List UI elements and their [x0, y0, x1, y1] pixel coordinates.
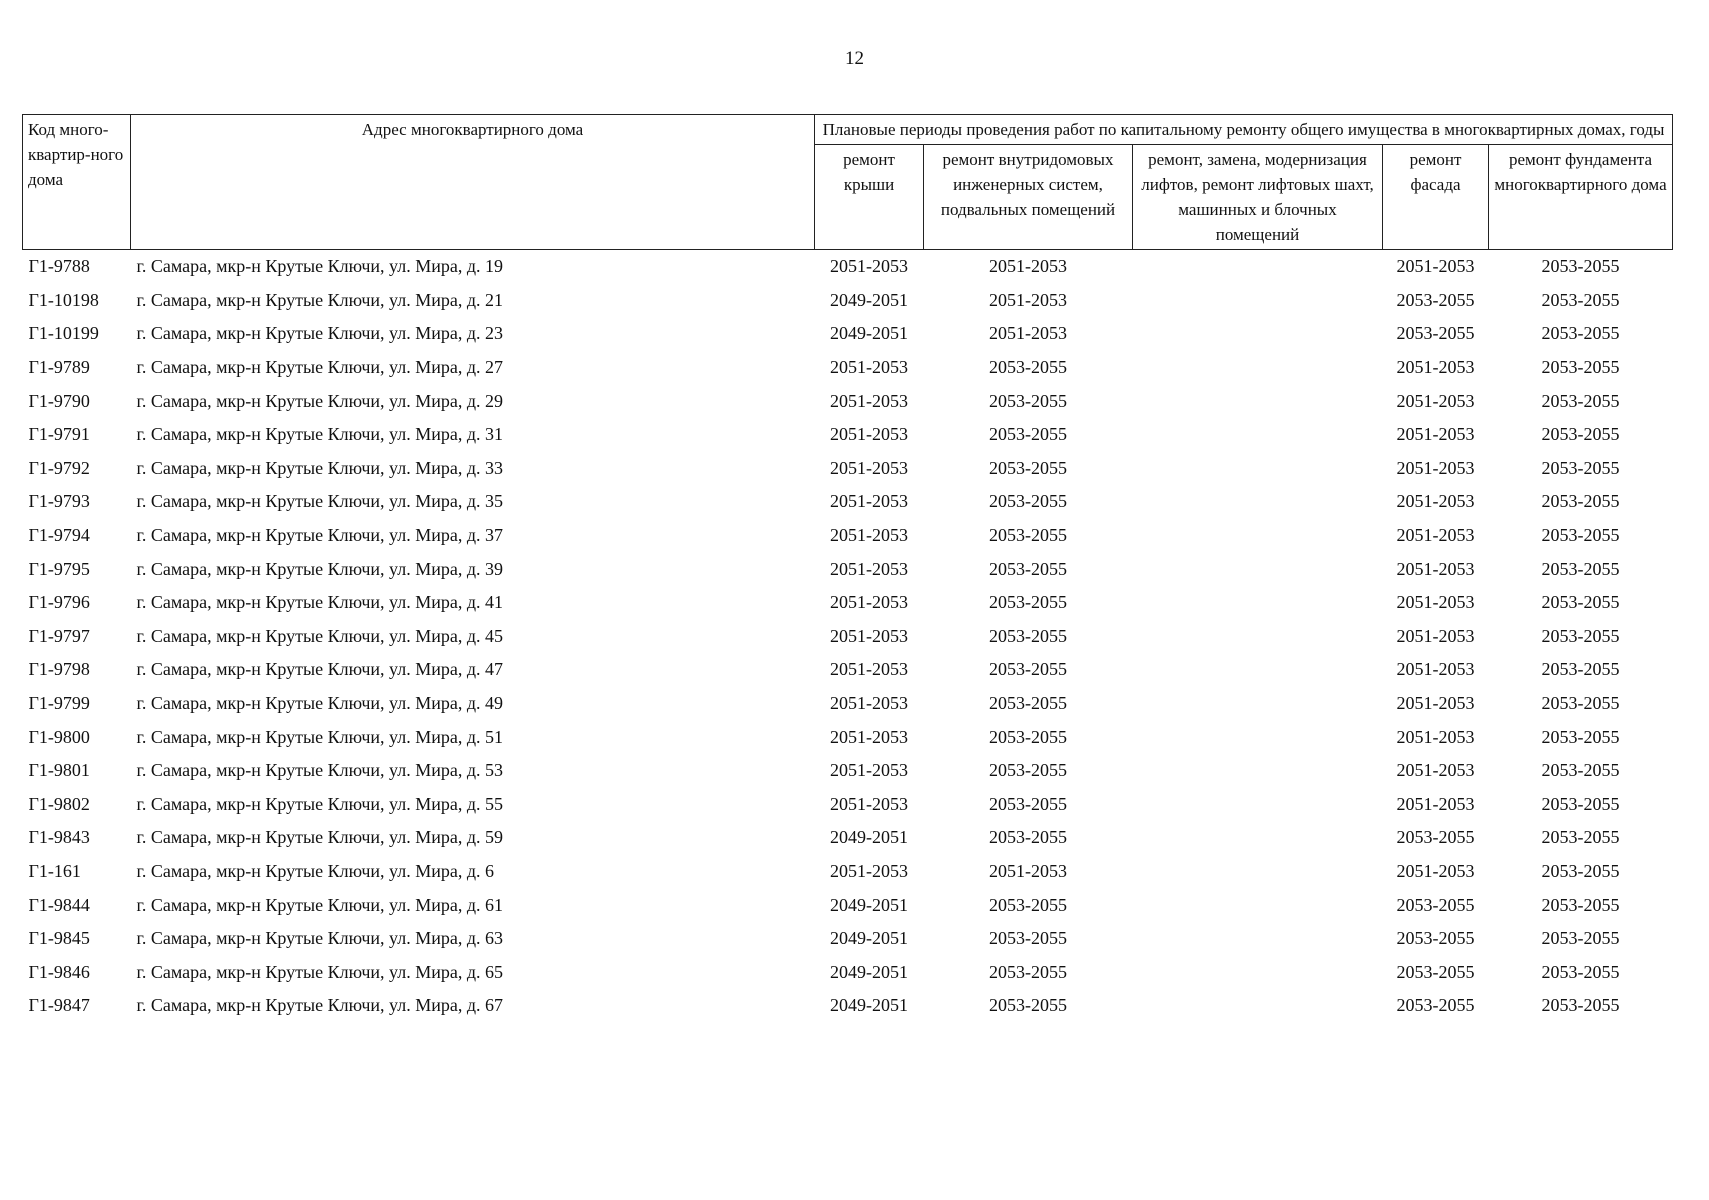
facade-period-cell: 2053-2055	[1396, 928, 1475, 949]
table-row	[23, 519, 1673, 553]
elevators-period-cell	[1133, 989, 1383, 1023]
elevators-period-cell	[1133, 485, 1383, 519]
elevators-period-cell	[1133, 720, 1383, 754]
roof-period-cell: 2051-2053	[830, 558, 908, 579]
header-foundation: ремонт фундамента многоквартирного дома	[1489, 145, 1673, 250]
header-roof: ремонт крыши	[815, 145, 924, 250]
code-cell: Г1-9800	[28, 726, 90, 747]
address-cell: г. Самара, мкр-н Крутые Ключи, ул. Мира, д. 27	[136, 357, 503, 378]
elevators-period-cell	[1133, 384, 1383, 418]
table-body	[23, 250, 1673, 1023]
facade-period-cell: 2051-2053	[1396, 793, 1475, 814]
address-cell: г. Самара, мкр-н Крутые Ключи, ул. Мира, д. 45	[136, 625, 503, 646]
elevators-period-cell	[1133, 855, 1383, 889]
foundation-period-cell: 2053-2055	[1541, 491, 1620, 512]
roof-period-cell: 2051-2053	[830, 525, 908, 546]
roof-period-cell: 2051-2053	[830, 625, 908, 646]
code-cell: Г1-161	[28, 860, 81, 881]
foundation-period-cell: 2053-2055	[1541, 995, 1620, 1016]
roof-period-cell: 2051-2053	[830, 256, 908, 277]
foundation-period-cell: 2053-2055	[1541, 558, 1620, 579]
code-cell: Г1-9791	[28, 424, 90, 445]
facade-period-cell: 2051-2053	[1396, 256, 1475, 277]
facade-period-cell: 2051-2053	[1396, 592, 1475, 613]
table-row	[23, 788, 1673, 822]
foundation-period-cell: 2053-2055	[1541, 357, 1620, 378]
foundation-period-cell: 2053-2055	[1541, 625, 1620, 646]
header-periods-group: Плановые периоды проведения работ по капитальному ремонту общего имущества в многоквартирных домах, годы	[815, 115, 1673, 145]
elevators-period-cell	[1133, 653, 1383, 687]
table-row	[23, 720, 1673, 754]
table-row	[23, 855, 1673, 889]
roof-period-cell: 2049-2051	[830, 323, 908, 344]
table-row	[23, 317, 1673, 351]
engineering-period-cell: 2053-2055	[989, 693, 1067, 714]
elevators-period-cell	[1133, 821, 1383, 855]
engineering-period-cell: 2053-2055	[989, 491, 1067, 512]
foundation-period-cell: 2053-2055	[1541, 525, 1620, 546]
address-cell: г. Самара, мкр-н Крутые Ключи, ул. Мира, д. 39	[136, 558, 503, 579]
engineering-period-cell: 2053-2055	[989, 760, 1067, 781]
table-row	[23, 552, 1673, 586]
code-cell: Г1-10198	[28, 289, 99, 310]
engineering-period-cell: 2051-2053	[989, 323, 1067, 344]
table-row	[23, 821, 1673, 855]
table-row	[23, 955, 1673, 989]
address-cell: г. Самара, мкр-н Крутые Ключи, ул. Мира, д. 35	[136, 491, 503, 512]
facade-period-cell: 2051-2053	[1396, 558, 1475, 579]
code-cell: Г1-9802	[28, 793, 90, 814]
foundation-period-cell: 2053-2055	[1541, 693, 1620, 714]
table-row	[23, 351, 1673, 385]
elevators-period-cell	[1133, 552, 1383, 586]
facade-period-cell: 2051-2053	[1396, 693, 1475, 714]
facade-period-cell: 2051-2053	[1396, 760, 1475, 781]
elevators-period-cell	[1133, 955, 1383, 989]
foundation-period-cell: 2053-2055	[1541, 424, 1620, 445]
elevators-period-cell	[1133, 754, 1383, 788]
elevators-period-cell	[1133, 788, 1383, 822]
roof-period-cell: 2051-2053	[830, 592, 908, 613]
code-cell: Г1-9845	[28, 928, 90, 949]
header-code: Код много-квартир-ного дома	[23, 115, 131, 250]
address-cell: г. Самара, мкр-н Крутые Ключи, ул. Мира, д. 51	[136, 726, 503, 747]
address-cell: г. Самара, мкр-н Крутые Ключи, ул. Мира, д. 47	[136, 659, 503, 680]
engineering-period-cell: 2053-2055	[989, 995, 1067, 1016]
engineering-period-cell: 2053-2055	[989, 659, 1067, 680]
capital-repair-table	[22, 114, 1673, 1023]
elevators-period-cell	[1133, 317, 1383, 351]
elevators-period-cell	[1133, 620, 1383, 654]
address-cell: г. Самара, мкр-н Крутые Ключи, ул. Мира, д. 55	[136, 793, 503, 814]
foundation-period-cell: 2053-2055	[1541, 323, 1620, 344]
facade-period-cell: 2053-2055	[1396, 894, 1475, 915]
code-cell: Г1-9846	[28, 961, 90, 982]
address-cell: г. Самара, мкр-н Крутые Ключи, ул. Мира, д. 19	[136, 256, 503, 277]
address-cell: г. Самара, мкр-н Крутые Ключи, ул. Мира, д. 53	[136, 760, 503, 781]
engineering-period-cell: 2053-2055	[989, 928, 1067, 949]
facade-period-cell: 2053-2055	[1396, 961, 1475, 982]
engineering-period-cell: 2053-2055	[989, 827, 1067, 848]
engineering-period-cell: 2053-2055	[989, 558, 1067, 579]
roof-period-cell: 2049-2051	[830, 995, 908, 1016]
address-cell: г. Самара, мкр-н Крутые Ключи, ул. Мира, д. 33	[136, 457, 503, 478]
engineering-period-cell: 2053-2055	[989, 525, 1067, 546]
engineering-period-cell: 2053-2055	[989, 424, 1067, 445]
roof-period-cell: 2049-2051	[830, 827, 908, 848]
code-cell: Г1-9792	[28, 457, 90, 478]
foundation-period-cell: 2053-2055	[1541, 457, 1620, 478]
table-row	[23, 384, 1673, 418]
elevators-period-cell	[1133, 586, 1383, 620]
address-cell: г. Самара, мкр-н Крутые Ключи, ул. Мира, д. 59	[136, 827, 503, 848]
foundation-period-cell: 2053-2055	[1541, 592, 1620, 613]
engineering-period-cell: 2051-2053	[989, 256, 1067, 277]
elevators-period-cell	[1133, 519, 1383, 553]
table-row	[23, 687, 1673, 721]
foundation-period-cell: 2053-2055	[1541, 827, 1620, 848]
table-row	[23, 989, 1673, 1023]
code-cell: Г1-9788	[28, 256, 90, 277]
header-elevators: ремонт, замена, модернизация лифтов, ремонт лифтовых шахт, машинных и блочных помещений	[1133, 145, 1383, 250]
elevators-period-cell	[1133, 418, 1383, 452]
roof-period-cell: 2051-2053	[830, 760, 908, 781]
table-row	[23, 888, 1673, 922]
code-cell: Г1-9789	[28, 357, 90, 378]
code-cell: Г1-9798	[28, 659, 90, 680]
elevators-period-cell	[1133, 922, 1383, 956]
table-header	[23, 115, 1673, 250]
foundation-period-cell: 2053-2055	[1541, 256, 1620, 277]
address-cell: г. Самара, мкр-н Крутые Ключи, ул. Мира, д. 41	[136, 592, 503, 613]
facade-period-cell: 2053-2055	[1396, 827, 1475, 848]
elevators-period-cell	[1133, 250, 1383, 284]
roof-period-cell: 2051-2053	[830, 390, 908, 411]
engineering-period-cell: 2051-2053	[989, 860, 1067, 881]
facade-period-cell: 2053-2055	[1396, 995, 1475, 1016]
code-cell: Г1-9801	[28, 760, 90, 781]
facade-period-cell: 2051-2053	[1396, 390, 1475, 411]
table-row	[23, 418, 1673, 452]
address-cell: г. Самара, мкр-н Крутые Ключи, ул. Мира, д. 61	[136, 894, 503, 915]
address-cell: г. Самара, мкр-н Крутые Ключи, ул. Мира, д. 37	[136, 525, 503, 546]
roof-period-cell: 2051-2053	[830, 693, 908, 714]
roof-period-cell: 2049-2051	[830, 289, 908, 310]
code-cell: Г1-9795	[28, 558, 90, 579]
table-row	[23, 284, 1673, 318]
code-cell: Г1-10199	[28, 323, 99, 344]
table-row	[23, 653, 1673, 687]
table-row	[23, 250, 1673, 284]
roof-period-cell: 2051-2053	[830, 860, 908, 881]
address-cell: г. Самара, мкр-н Крутые Ключи, ул. Мира, д. 23	[136, 323, 503, 344]
foundation-period-cell: 2053-2055	[1541, 894, 1620, 915]
address-cell: г. Самара, мкр-н Крутые Ключи, ул. Мира, д. 65	[136, 961, 503, 982]
facade-period-cell: 2051-2053	[1396, 357, 1475, 378]
code-cell: Г1-9796	[28, 592, 90, 613]
foundation-period-cell: 2053-2055	[1541, 793, 1620, 814]
engineering-period-cell: 2053-2055	[989, 961, 1067, 982]
code-cell: Г1-9847	[28, 995, 90, 1016]
table-row	[23, 620, 1673, 654]
address-cell: г. Самара, мкр-н Крутые Ключи, ул. Мира, д. 31	[136, 424, 503, 445]
roof-period-cell: 2051-2053	[830, 424, 908, 445]
header-engineering: ремонт внутридомовых инженерных систем, подвальных помещений	[924, 145, 1133, 250]
facade-period-cell: 2053-2055	[1396, 323, 1475, 344]
code-cell: Г1-9844	[28, 894, 90, 915]
engineering-period-cell: 2053-2055	[989, 625, 1067, 646]
foundation-period-cell: 2053-2055	[1541, 860, 1620, 881]
roof-period-cell: 2051-2053	[830, 659, 908, 680]
roof-period-cell: 2051-2053	[830, 793, 908, 814]
elevators-period-cell	[1133, 351, 1383, 385]
elevators-period-cell	[1133, 284, 1383, 318]
engineering-period-cell: 2051-2053	[989, 289, 1067, 310]
engineering-period-cell: 2053-2055	[989, 357, 1067, 378]
address-cell: г. Самара, мкр-н Крутые Ключи, ул. Мира, д. 21	[136, 289, 503, 310]
elevators-period-cell	[1133, 888, 1383, 922]
code-cell: Г1-9843	[28, 827, 90, 848]
engineering-period-cell: 2053-2055	[989, 457, 1067, 478]
page-number: 12	[845, 48, 864, 69]
foundation-period-cell: 2053-2055	[1541, 928, 1620, 949]
facade-period-cell: 2051-2053	[1396, 424, 1475, 445]
address-cell: г. Самара, мкр-н Крутые Ключи, ул. Мира, д. 29	[136, 390, 503, 411]
facade-period-cell: 2051-2053	[1396, 659, 1475, 680]
roof-period-cell: 2051-2053	[830, 491, 908, 512]
elevators-period-cell	[1133, 452, 1383, 486]
facade-period-cell: 2051-2053	[1396, 726, 1475, 747]
facade-period-cell: 2051-2053	[1396, 457, 1475, 478]
foundation-period-cell: 2053-2055	[1541, 390, 1620, 411]
table-row	[23, 452, 1673, 486]
table-row	[23, 586, 1673, 620]
address-cell: г. Самара, мкр-н Крутые Ключи, ул. Мира, д. 6	[136, 860, 494, 881]
roof-period-cell: 2049-2051	[830, 961, 908, 982]
facade-period-cell: 2051-2053	[1396, 860, 1475, 881]
facade-period-cell: 2051-2053	[1396, 491, 1475, 512]
foundation-period-cell: 2053-2055	[1541, 760, 1620, 781]
elevators-period-cell	[1133, 687, 1383, 721]
table-row	[23, 485, 1673, 519]
header-facade: ремонт фасада	[1383, 145, 1489, 250]
table-row	[23, 754, 1673, 788]
address-cell: г. Самара, мкр-н Крутые Ключи, ул. Мира, д. 49	[136, 693, 503, 714]
code-cell: Г1-9790	[28, 390, 90, 411]
facade-period-cell: 2051-2053	[1396, 525, 1475, 546]
foundation-period-cell: 2053-2055	[1541, 726, 1620, 747]
foundation-period-cell: 2053-2055	[1541, 961, 1620, 982]
header-address: Адрес многоквартирного дома	[131, 115, 815, 250]
code-cell: Г1-9794	[28, 525, 90, 546]
engineering-period-cell: 2053-2055	[989, 894, 1067, 915]
address-cell: г. Самара, мкр-н Крутые Ключи, ул. Мира, д. 67	[136, 995, 503, 1016]
code-cell: Г1-9799	[28, 693, 90, 714]
code-cell: Г1-9797	[28, 625, 90, 646]
roof-period-cell: 2051-2053	[830, 726, 908, 747]
address-cell: г. Самара, мкр-н Крутые Ключи, ул. Мира, д. 63	[136, 928, 503, 949]
roof-period-cell: 2049-2051	[830, 894, 908, 915]
engineering-period-cell: 2053-2055	[989, 592, 1067, 613]
foundation-period-cell: 2053-2055	[1541, 659, 1620, 680]
roof-period-cell: 2051-2053	[830, 357, 908, 378]
engineering-period-cell: 2053-2055	[989, 793, 1067, 814]
engineering-period-cell: 2053-2055	[989, 390, 1067, 411]
facade-period-cell: 2051-2053	[1396, 625, 1475, 646]
roof-period-cell: 2051-2053	[830, 457, 908, 478]
table-row	[23, 922, 1673, 956]
code-cell: Г1-9793	[28, 491, 90, 512]
roof-period-cell: 2049-2051	[830, 928, 908, 949]
engineering-period-cell: 2053-2055	[989, 726, 1067, 747]
foundation-period-cell: 2053-2055	[1541, 289, 1620, 310]
facade-period-cell: 2053-2055	[1396, 289, 1475, 310]
